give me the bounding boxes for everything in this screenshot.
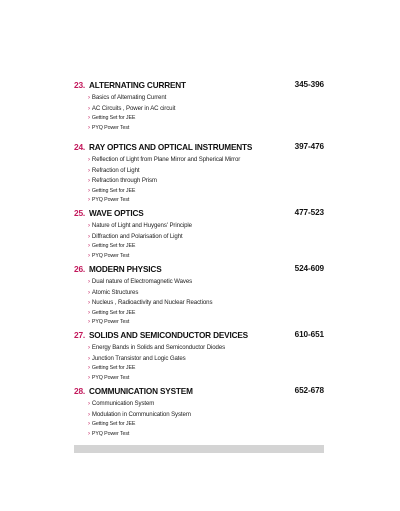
bullet-chevron-icon: › [88, 95, 90, 101]
bullet-chevron-icon: › [88, 167, 90, 174]
chapter-page-range: 477-523 [294, 208, 324, 217]
topic-item[interactable] [88, 176, 324, 187]
topic-label: PYQ Power Test [91, 124, 130, 131]
bullet-chevron-icon: › [88, 365, 90, 372]
chapter-entry[interactable] [74, 78, 324, 133]
chapter-number: 23. [74, 80, 86, 90]
topic-item[interactable] [88, 155, 324, 166]
bullet-chevron-icon: › [88, 124, 90, 131]
bullet-chevron-icon: › [88, 197, 90, 204]
topic-label: Diffraction and Polarisation of Light [91, 232, 183, 240]
topic-item[interactable] [88, 374, 324, 384]
chapter-entry[interactable] [74, 262, 324, 328]
topic-item[interactable] [88, 196, 324, 206]
topic-label: Dual nature of Electromagnetic Waves [91, 278, 193, 285]
topic-item[interactable] [88, 430, 324, 440]
chapter-heading [74, 328, 324, 342]
chapter-entry[interactable] [74, 384, 324, 439]
chapter-title[interactable]: RAY OPTICS AND OPTICAL INSTRUMENTS [89, 142, 253, 152]
chapter-page-range: 610-651 [294, 330, 324, 339]
topic-item[interactable] [88, 354, 324, 365]
topic-list [74, 277, 324, 328]
bullet-chevron-icon: › [88, 252, 90, 259]
bullet-chevron-icon: › [88, 233, 90, 240]
bullet-chevron-icon: › [88, 157, 90, 163]
bullet-chevron-icon: › [88, 430, 90, 437]
chapter-number: 24. [74, 142, 86, 152]
bullet-chevron-icon: › [88, 309, 90, 316]
topic-label: Energy Bands in Solids and Semiconductor Diodes [91, 344, 226, 351]
topic-item[interactable] [88, 364, 324, 374]
topic-list [74, 343, 324, 383]
chapter-title[interactable]: WAVE OPTICS [89, 208, 144, 218]
topic-item[interactable] [88, 252, 324, 262]
topic-label: Refraction of Light [91, 166, 140, 174]
chapter-title[interactable]: COMMUNICATION SYSTEM [89, 386, 193, 396]
chapter-heading [74, 262, 324, 276]
topic-item[interactable] [88, 318, 324, 328]
topic-item[interactable] [88, 232, 324, 243]
topic-item[interactable] [88, 420, 324, 430]
topic-item[interactable] [88, 187, 324, 197]
chapter-title[interactable]: ALTERNATING CURRENT [89, 80, 186, 90]
bullet-chevron-icon: › [88, 178, 90, 185]
topic-list [74, 155, 324, 206]
topic-label: PYQ Power Test [91, 197, 130, 204]
chapter-heading [74, 206, 324, 220]
chapter-page-range: 652-678 [294, 386, 324, 395]
topic-item[interactable] [88, 343, 324, 354]
topic-item[interactable] [88, 104, 324, 115]
topic-list [74, 93, 324, 133]
bullet-chevron-icon: › [88, 105, 90, 112]
topic-item[interactable] [88, 410, 324, 421]
chapter-page-range: 524-609 [294, 264, 324, 273]
chapter-heading [74, 140, 324, 154]
topic-item[interactable] [88, 277, 324, 288]
bullet-chevron-icon: › [88, 421, 90, 428]
topic-label: Basics of Alternating Current [91, 94, 167, 101]
topic-item[interactable] [88, 124, 324, 134]
chapter-page-range: 397-476 [294, 142, 324, 151]
topic-label: Nature of Light and Huygens' Principle [91, 222, 192, 229]
footer-bar [74, 445, 324, 453]
topic-label: Getting Set for JEE [91, 187, 136, 194]
bullet-chevron-icon: › [88, 319, 90, 326]
bullet-chevron-icon: › [88, 374, 90, 381]
bullet-chevron-icon: › [88, 300, 90, 307]
chapter-heading [74, 78, 324, 92]
topic-item[interactable] [88, 288, 324, 299]
chapter-number: 26. [74, 264, 86, 274]
topic-label: Atomic Structures [91, 288, 139, 296]
topic-label: AC Circuits , Power in AC circuit [91, 104, 176, 112]
topic-item[interactable] [88, 221, 324, 232]
bullet-chevron-icon: › [88, 401, 90, 407]
topic-label: PYQ Power Test [91, 430, 130, 437]
chapter-title[interactable]: SOLIDS AND SEMICONDUCTOR DEVICES [89, 330, 248, 340]
topic-item[interactable] [88, 166, 324, 177]
chapter-entry[interactable] [74, 140, 324, 206]
chapter-entry[interactable] [74, 328, 324, 383]
bullet-chevron-icon: › [88, 243, 90, 250]
bullet-chevron-icon: › [88, 411, 90, 418]
topic-label: Refraction through Prism [91, 177, 157, 185]
chapter-title[interactable]: MODERN PHYSICS [89, 264, 162, 274]
topic-item[interactable] [88, 298, 324, 309]
chapter-entry[interactable] [74, 206, 324, 261]
topic-label: Getting Set for JEE [91, 365, 136, 372]
topic-label: PYQ Power Test [91, 374, 130, 381]
topic-label: Reflection of Light from Plane Mirror and Spherical Mirror [91, 156, 241, 163]
topic-label: PYQ Power Test [91, 319, 130, 326]
topic-item[interactable] [88, 309, 324, 319]
chapter-number: 25. [74, 208, 86, 218]
topic-label: Getting Set for JEE [91, 115, 136, 122]
bullet-chevron-icon: › [88, 289, 90, 296]
topic-label: PYQ Power Test [91, 252, 130, 259]
chapter-page-range: 345-396 [294, 80, 324, 89]
chapter-number: 28. [74, 386, 86, 396]
topic-label: Getting Set for JEE [91, 243, 136, 250]
bullet-chevron-icon: › [88, 355, 90, 362]
topic-label: Nucleus , Radioactivity and Nuclear Reactions [91, 299, 213, 307]
topic-item[interactable] [88, 93, 324, 104]
chapter-heading [74, 384, 324, 398]
topic-label: Modulation in Communication System [91, 410, 191, 418]
topic-label: Communication System [91, 400, 155, 407]
bullet-chevron-icon: › [88, 279, 90, 285]
bullet-chevron-icon: › [88, 223, 90, 229]
topic-label: Junction Transistor and Logic Gates [91, 354, 186, 362]
bullet-chevron-icon: › [88, 187, 90, 194]
topic-item[interactable] [88, 242, 324, 252]
chapter-number: 27. [74, 330, 86, 340]
topic-item[interactable] [88, 114, 324, 124]
topic-list [74, 221, 324, 261]
topic-list [74, 399, 324, 439]
topic-label: Getting Set for JEE [91, 421, 136, 428]
topic-label: Getting Set for JEE [91, 309, 136, 316]
bullet-chevron-icon: › [88, 345, 90, 351]
topic-item[interactable] [88, 399, 324, 410]
bullet-chevron-icon: › [88, 115, 90, 122]
